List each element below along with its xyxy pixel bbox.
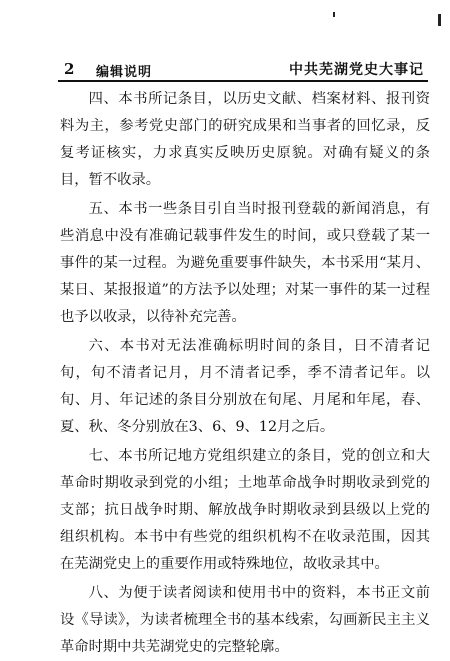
running-header [64, 58, 424, 80]
paragraph-7: 七、本书所记地方党组织建立的条目，党的创立和大革命时期收录到党的小组；土地革命战争时期收录到党的支部；抗日战争时期、解放战争时期收录到县级以上党的组织机构。本书中有些党的组织机构不在收录范围，因其在芜湖党史上的重要作用或特殊地位，故收录其中。 [60, 448, 430, 572]
paragraph-6: 六、本书对无法准确标明时间的条目，日不清者记旬，旬不清者记月，月不清者记季，季不清者记年。以旬、月、年记述的条目分别放在旬尾、月尾和年尾，春、夏、秋、冬分别放在3、6、9、12月之后。 [60, 338, 430, 435]
page-number: 2 [64, 60, 75, 78]
paragraph-4: 四、本书所记条目，以历史文献、档案材料、报刊资料为主，参考党史部门的研究成果和当事者的回忆录，反复考证核实，力求真实反映历史原貌。对确有疑义的条目，暂不收录。 [60, 91, 430, 188]
scan-speck [333, 12, 335, 17]
scan-speck [438, 14, 441, 26]
book-title: 中共芜湖党史大事记 [289, 62, 424, 78]
section-title: 编辑说明 [96, 65, 153, 80]
paragraph-8: 八、为便于读者阅读和使用书中的资料，本书正文前设《导读》，为读者梳理全书的基本线索，勾画新民主主义革命时期中共芜湖党史的完整轮廓。 [60, 585, 430, 655]
header-rule [58, 80, 428, 82]
paragraph-5: 五、本书一些条目引自当时报刊登载的新闻消息，有些消息中没有准确记载事件发生的时间，或只登载了某一事件的某一过程。为避免重要事件缺失，本书采用“某月、某日、某报报道”的方法予以处理；对某一事件的某一过程也予以收录，以待补充完善。 [60, 201, 430, 325]
body-text [60, 86, 430, 661]
